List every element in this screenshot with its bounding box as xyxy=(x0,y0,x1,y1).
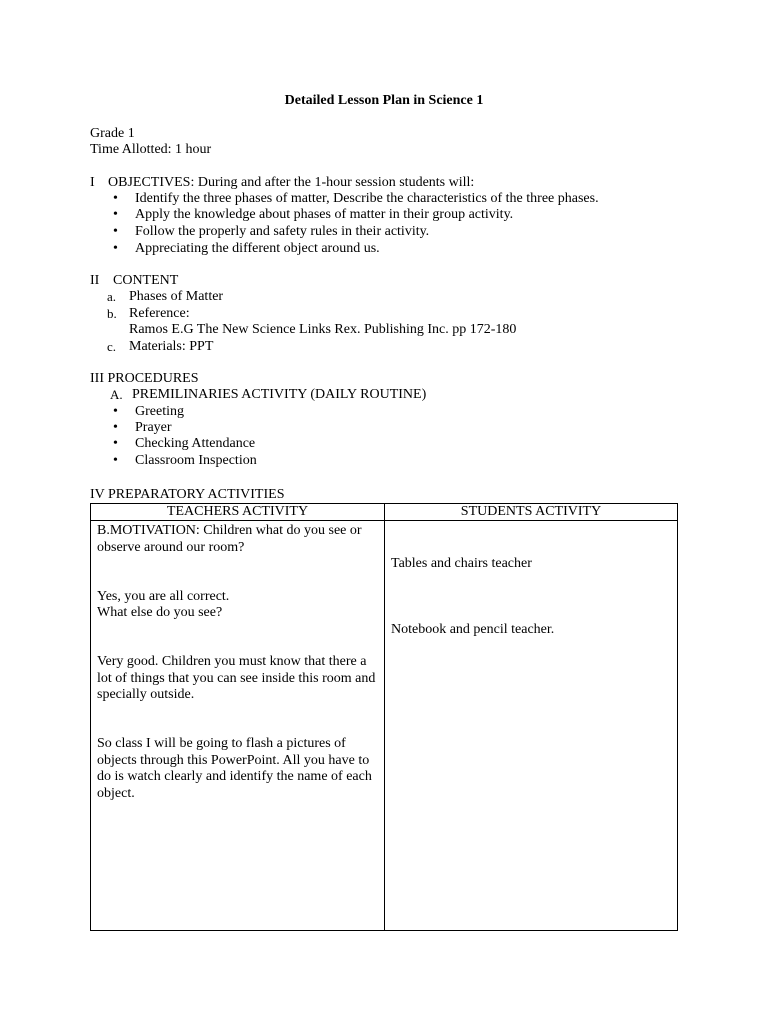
grade-line: Grade 1 xyxy=(90,126,135,141)
students-activity-cell xyxy=(385,521,678,931)
procedures-subheading: A. PREMILINARIES ACTIVITY (DAILY ROUTINE) xyxy=(110,387,427,402)
page-title: Detailed Lesson Plan in Science 1 xyxy=(284,93,484,108)
content-heading-text: CONTENT xyxy=(113,273,179,288)
teacher-paragraph: Very good. Children you must know that there a lot of things that you can see inside this room and specially outside. xyxy=(97,654,376,702)
bullet-icon: • xyxy=(113,453,118,468)
bullet-icon: • xyxy=(113,224,118,239)
student-response: Tables and chairs teacher xyxy=(391,556,532,571)
bullet-icon: • xyxy=(113,420,118,435)
table-row xyxy=(91,521,678,931)
content-numeral: II xyxy=(90,273,100,288)
students-activity-header: STUDENTS ACTIVITY xyxy=(385,504,678,521)
table-header-row xyxy=(91,504,678,521)
content-reference: Ramos E.G The New Science Links Rex. Publishing Inc. pp 172-180 xyxy=(129,322,517,337)
bullet-icon: • xyxy=(113,436,118,451)
content-item: b. Reference: xyxy=(107,306,190,321)
teacher-paragraph: So class I will be going to flash a pictures of objects through this PowerPoint. All you have to do is watch clearly and identify the name of each object. xyxy=(97,736,372,801)
teachers-activity-header: TEACHERS ACTIVITY xyxy=(91,504,385,521)
routine-item: • Checking Attendance xyxy=(113,436,256,451)
objective-item: • Apply the knowledge about phases of matter in their group activity. xyxy=(113,207,514,222)
time-allotted-line: Time Allotted: 1 hour xyxy=(90,142,212,157)
content-item: a. Phases of Matter xyxy=(107,289,224,304)
objectives-numeral: I xyxy=(90,175,95,190)
bullet-icon: • xyxy=(113,404,118,419)
bullet-icon: • xyxy=(113,191,118,206)
routine-item: • Greeting xyxy=(113,404,184,419)
objectives-heading-text: OBJECTIVES: During and after the 1-hour session students will: xyxy=(108,175,475,190)
preparatory-heading: IV PREPARATORY ACTIVITIES xyxy=(90,487,285,502)
objective-item: • Appreciating the different object around us. xyxy=(113,241,380,256)
teachers-activity-cell xyxy=(91,521,385,931)
routine-item: • Classroom Inspection xyxy=(113,453,257,468)
bullet-icon: • xyxy=(113,241,118,256)
bullet-icon: • xyxy=(113,207,118,222)
objective-item: • Identify the three phases of matter, Describe the characteristics of the three phases. xyxy=(113,191,599,206)
teacher-paragraph: Yes, you are all correct. xyxy=(97,589,230,604)
student-response: Notebook and pencil teacher. xyxy=(391,622,555,637)
objectives-heading xyxy=(90,175,474,192)
activities-table xyxy=(90,503,678,931)
objective-item: • Follow the properly and safety rules in their activity. xyxy=(113,224,430,239)
teacher-paragraph: B.MOTIVATION: Children what do you see or observe around our room? xyxy=(97,523,362,555)
content-heading xyxy=(90,273,178,290)
procedures-heading: III PROCEDURES xyxy=(90,371,199,386)
teacher-paragraph: What else do you see? xyxy=(97,605,223,620)
content-item: c. Materials: PPT xyxy=(107,339,214,354)
routine-item: • Prayer xyxy=(113,420,172,435)
